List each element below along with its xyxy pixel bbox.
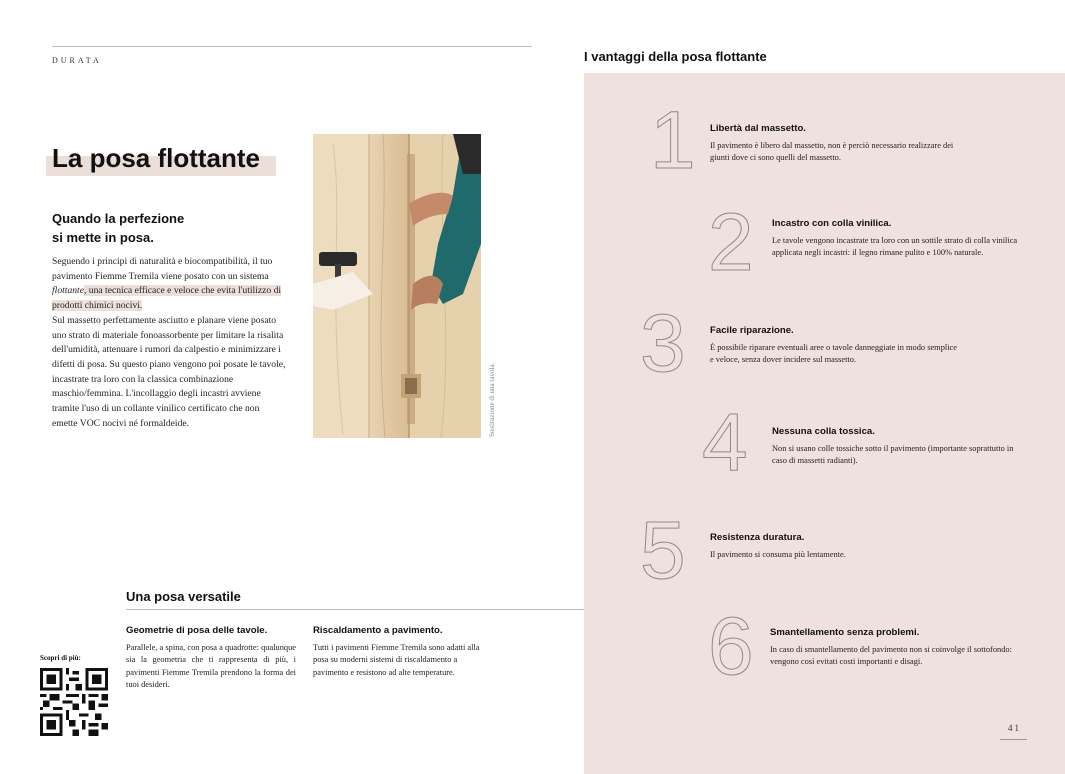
versatile-divider <box>126 609 584 610</box>
advantage-6 <box>770 627 1020 669</box>
heating-title: Riscaldamento a pavimento. <box>313 625 443 636</box>
heating-column <box>313 625 483 679</box>
qr-code[interactable] <box>40 668 108 736</box>
versatile-title: Una posa versatile <box>126 589 241 604</box>
advantage-2-text: Le tavole vengono incastrate tra loro con un sottile strato di colla vinilica applicata negli incastri: il legno rimane pulito e 100% naturale. <box>772 236 1018 258</box>
advantage-number-4: 4 <box>702 397 748 488</box>
advantage-2 <box>772 218 1022 260</box>
page-subtitle <box>52 209 272 247</box>
advantage-3 <box>710 325 960 367</box>
advantage-3-title: Facile riparazione. <box>710 325 794 336</box>
page-title: La posa flottante <box>52 143 261 173</box>
body-text <box>52 255 286 431</box>
advantage-6-title: Smantellamento senza problemi. <box>770 627 920 638</box>
advantage-number-2: 2 <box>708 197 754 288</box>
advantage-1-text: Il pavimento è libero dal massetto, non è perciò necessario realizzare dei giunti dove ci sono quelli del massetto. <box>710 141 954 163</box>
flooring-photo <box>313 134 481 438</box>
advantage-number-1: 1 <box>650 95 696 186</box>
qr-label: Scopri di più: <box>40 654 81 662</box>
advantage-3-text: È possibile riparare eventuali aree o tavole danneggiate in modo semplice e veloce, senza dover incidere sul massetto. <box>710 343 957 365</box>
advantage-5-text: Il pavimento si consuma più lentamente. <box>710 550 846 559</box>
section-label: DURATA <box>52 56 102 65</box>
body-p1-emphasis: flottante <box>52 285 84 297</box>
advantage-2-title: Incastro con colla vinilica. <box>772 218 892 229</box>
advantage-number-6: 6 <box>708 601 754 692</box>
advantage-1 <box>710 123 960 165</box>
geometry-column <box>126 625 296 691</box>
geometry-text: Parallele, a spina, con posa a quadrotte: qualunque sia la geometria che ti rappresenta di più, i pavimenti Fiemme Tremila prendono la forma dei tuoi desideri. <box>126 643 296 689</box>
advantage-number-5: 5 <box>640 505 686 596</box>
subtitle-line-2: si mette in posa. <box>52 230 154 245</box>
top-divider <box>52 46 532 47</box>
subtitle-line-1: Quando la perfezione <box>52 211 185 226</box>
advantage-5 <box>710 532 960 561</box>
advantage-1-title: Libertà dal massetto. <box>710 123 806 134</box>
advantage-4-title: Nessuna colla tossica. <box>772 426 875 437</box>
body-p1-highlight: , una tecnica efficace e veloce che evita l'utilizzo di prodotti chimici nocivi. <box>52 285 282 312</box>
page-number-rule <box>1000 739 1027 740</box>
advantages-title: I vantaggi della posa flottante <box>584 49 767 64</box>
advantage-number-3: 3 <box>640 298 686 389</box>
page-number: 41 <box>1008 723 1021 733</box>
advantage-4-text: Non si usano colle tossiche sotto il pavimento (importante soprattutto in caso di massetti radianti). <box>772 444 1014 466</box>
advantage-4 <box>772 426 1022 468</box>
photo-caption: Sostituzione di una tavola. <box>488 362 496 437</box>
heating-text: Tutti i pavimenti Fiemme Tremila sono adatti alla posa su moderni sistemi di riscaldamento a pavimento e resistono ad alte temperature. <box>313 643 480 677</box>
body-p2: Sul massetto perfettamente asciutto e planare viene posato uno strato di materiale fonoassorbente per limitare la risalita dell'umidità, attenuare i rumori da calpestio e minimizzare i difetti di posa. Su questo piano vengono poi posate le tavole, incastrate tra loro con la classica combinazione maschio/femmina. L'incollaggio degli incastri avviene tramite l'uso di un collante vinilico certificato che non emette VOC nocivi né formaldeide. <box>52 314 286 429</box>
body-p1-start: Seguendo i principi di naturalità e biocompatibilità, il tuo pavimento Fiemme Tremila viene posato con un sistema <box>52 256 273 282</box>
advantage-6-text: In caso di smantellamento del pavimento non si coinvolge il sottofondo: vengono così evitati costi importanti e disagi. <box>770 645 1012 667</box>
advantage-5-title: Resistenza duratura. <box>710 532 805 543</box>
geometry-title: Geometrie di posa delle tavole. <box>126 625 268 636</box>
